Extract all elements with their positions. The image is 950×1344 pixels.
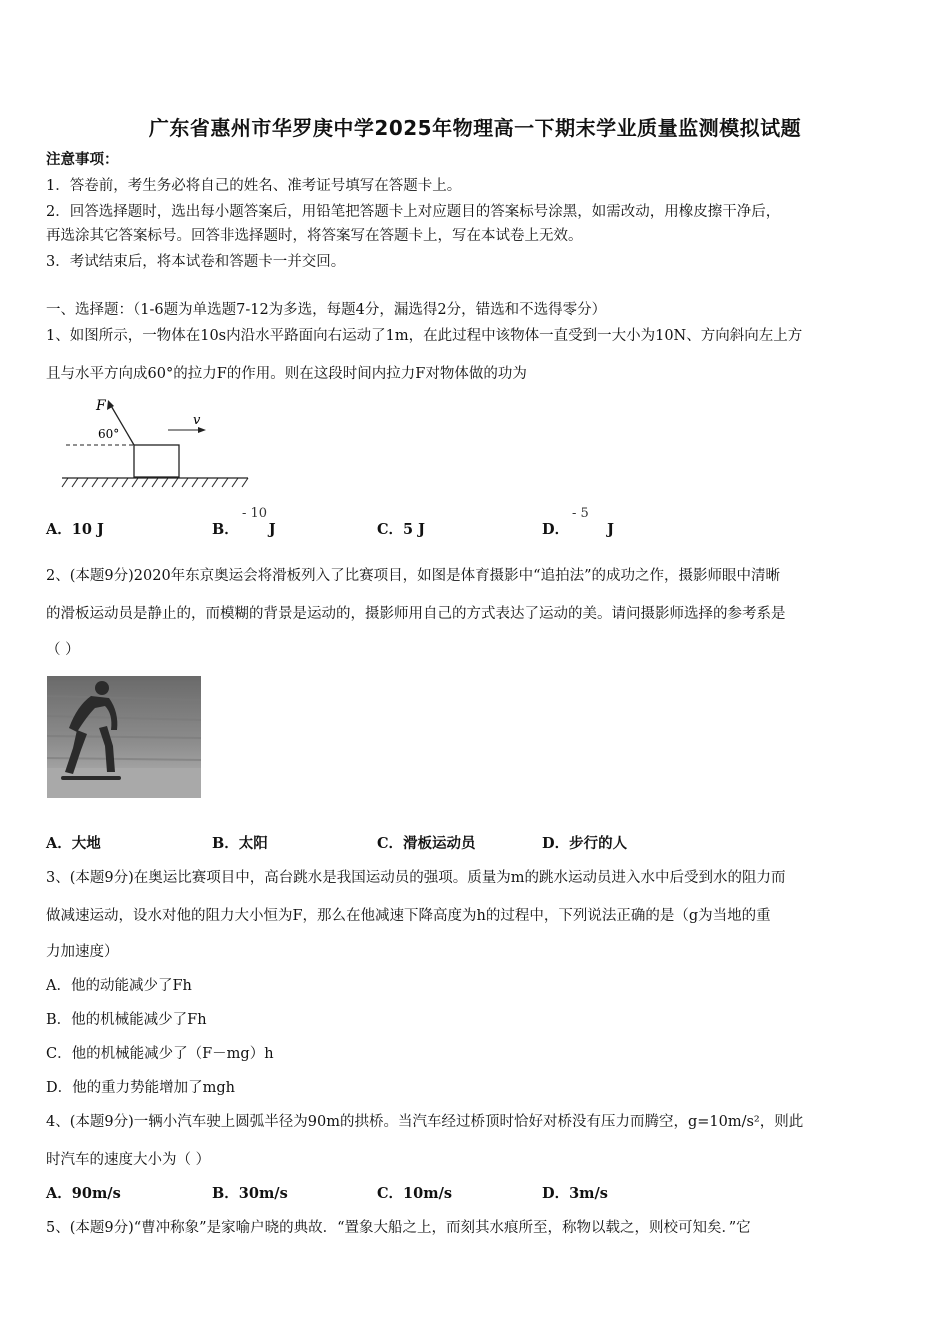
q4-option-a [46, 1184, 121, 1204]
q2-option-d [542, 834, 627, 854]
q3-text-line1: 3、(本题9分)在奥运比赛项目中，高台跳水是我国运动员的强项。质量为m的跳水运动员进入水中后受到水的阻力而 [46, 870, 786, 886]
section-heading: 一、选择题：（1-6题为单选题7-12为多选，每题4分，漏选得2分，错选和不选得零分） [46, 302, 607, 318]
option-key: C． [46, 1046, 72, 1062]
option-text: J [268, 521, 276, 538]
option-text: 10m/s [403, 1185, 453, 1202]
q1-option-c [377, 520, 425, 540]
option-key: C． [377, 1185, 404, 1202]
q1-option-d [542, 520, 614, 540]
q2-text-line3: （ ） [46, 642, 80, 658]
q4-option-b [212, 1184, 288, 1204]
option-text: 3m/s [569, 1185, 608, 1202]
notice-item: 3．考试结束后，将本试卷和答题卡一并交回。 [46, 254, 346, 270]
q2-option-b [212, 834, 268, 854]
option-text: 90m/s [71, 1185, 121, 1202]
q2-text-line2: 的滑板运动员是静止的，而模糊的背景是运动的，摄影师用自己的方式表达了运动的美。请问摄影师选择的参考系是 [46, 606, 786, 622]
velocity-label: v [193, 413, 201, 428]
option-text: 10 J [71, 521, 104, 538]
ground-hatching [62, 478, 248, 487]
option-key: D． [542, 521, 570, 538]
q3-text-line2: 做减速运动，设水对他的阻力大小恒为F，那么在他减速下降高度为h的过程中，下列说法正确的是（g为当地的重 [46, 908, 771, 924]
q4-text-line1: 4、(本题9分)一辆小汽车驶上圆弧半径为90m的拱桥。当汽车经过桥顶时恰好对桥没有压力而腾空，g=10m/s²，则此 [46, 1114, 804, 1130]
q1-option-a [46, 520, 104, 540]
q4-option-c [377, 1184, 452, 1204]
q1-option-b-value: - 10 [242, 506, 268, 521]
notice-item: 2．回答选择题时，选出每小题答案后，用铅笔把答题卡上对应题目的答案标号涂黑，如需改动，用橡皮擦干净后， [46, 204, 781, 220]
option-text: 他的动能减少了Fh [70, 978, 192, 994]
angle-label: 60° [98, 427, 120, 441]
q1-text-line1: 1、如图所示，一物体在10s内沿水平路面向右运动了1m，在此过程中该物体一直受到一大小为10N、方向斜向左上方 [46, 328, 803, 344]
option-key: C． [377, 521, 404, 538]
q4-text-line2: 时汽车的速度大小为（ ） [46, 1152, 211, 1168]
option-text: J [607, 521, 614, 538]
notice-heading: 注意事项： [46, 151, 119, 168]
option-text: 他的机械能减少了Fh [71, 1012, 207, 1028]
force-label: F [96, 398, 106, 414]
option-key: A． [46, 978, 71, 994]
q1-option-b [212, 520, 276, 540]
option-key: D． [46, 1080, 73, 1096]
option-text: 他的机械能减少了（F－mg）h [71, 1046, 274, 1062]
notice-item: 再选涂其它答案标号。回答非选择题时，将答案写在答题卡上，写在本试卷上无效。 [46, 228, 583, 244]
q2-option-a [46, 834, 101, 854]
q3-option-b [46, 1010, 207, 1030]
option-text: 他的重力势能增加了mgh [72, 1080, 236, 1096]
option-text: 大地 [71, 835, 101, 852]
q3-option-d [46, 1078, 235, 1098]
q1-text-line2: 且与水平方向成60°的拉力F的作用。则在这段时间内拉力F对物体做的功为 [46, 366, 527, 382]
q5-text-line1: 5、(本题9分)“曹冲称象”是家喻户晓的典故．“置象大船之上，而刻其水痕所至，称物以载之，则校可知矣．”它 [46, 1220, 751, 1236]
q3-option-a [46, 976, 192, 996]
option-key: B． [212, 835, 239, 852]
q1-force-diagram [58, 392, 258, 492]
option-text: 30m/s [238, 1185, 288, 1202]
option-key: A． [46, 521, 72, 538]
option-key: D． [542, 835, 570, 852]
block [134, 445, 179, 477]
option-key: C． [377, 835, 404, 852]
q2-skateboarder-photo [47, 676, 201, 798]
option-key: B． [46, 1012, 72, 1028]
option-text: 5 J [403, 521, 426, 538]
option-key: B． [212, 1185, 239, 1202]
option-key: A． [46, 1185, 72, 1202]
option-text: 滑板运动员 [403, 835, 476, 852]
q4-option-d [542, 1184, 608, 1204]
q2-text-line1: 2、(本题9分)2020年东京奥运会将滑板列入了比赛项目，如图是体育摄影中“追拍法”的成功之作，摄影师眼中清晰 [46, 568, 780, 584]
option-text: 太阳 [238, 835, 268, 852]
q2-option-c [377, 834, 476, 854]
page-title: 广东省惠州市华罗庚中学2025年物理高一下期末学业质量监测模拟试题 [148, 116, 802, 140]
option-key: A． [46, 835, 72, 852]
q3-text-line3: 力加速度） [46, 944, 119, 960]
q1-option-d-value: - 5 [572, 506, 589, 521]
notice-item: 1．答卷前，考生务必将自己的姓名、准考证号填写在答题卡上。 [46, 178, 462, 194]
option-text: 步行的人 [569, 835, 628, 852]
option-key: D． [542, 1185, 570, 1202]
q3-option-c [46, 1044, 274, 1064]
option-key: B． [212, 521, 239, 538]
